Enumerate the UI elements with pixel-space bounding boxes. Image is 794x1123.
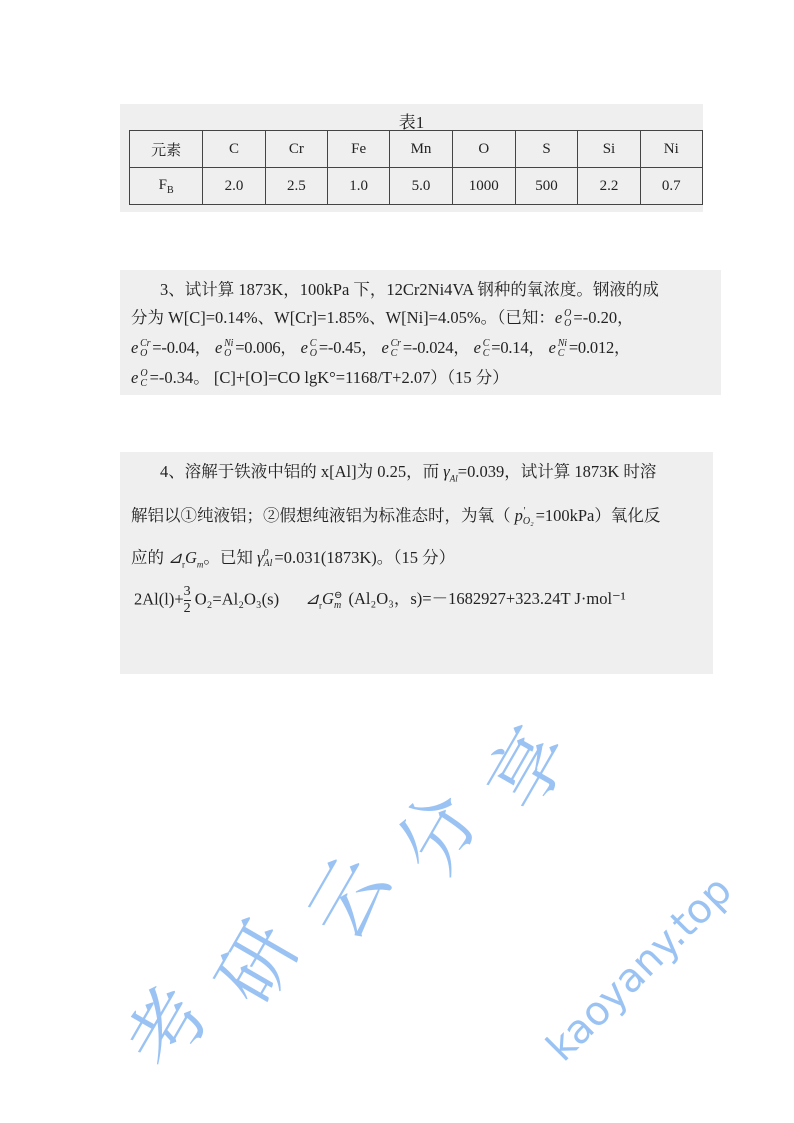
- table-cell: Fe: [327, 131, 389, 168]
- q4-equation: 2Al(l)+ $\frac{3}{2}$ O₂=Al₂O₃(s) $⊿_rG$ ⊖ m (Al₂O₃，s)=－1682927+323.24T J·mol⁻¹: [134, 584, 626, 616]
- table-cell: C: [203, 131, 265, 168]
- table-row: [130, 168, 703, 205]
- q4-line-2: 解铝以①纯液铝；②假想纯液铝为标准态时，为氧（ p ' O₂ =100kPa）氧化反: [131, 506, 661, 528]
- table-cell: Si: [578, 131, 640, 168]
- watermark-char: 享: [470, 712, 588, 826]
- q4-line-1: 4、溶解于铁液中铝的 x[Al]为 0.25，而 $\gamma_{Al}=0.039$，试计算 1873K 时溶: [160, 462, 657, 484]
- table-cell: 2.0: [203, 168, 265, 205]
- coefficient-table: [129, 130, 703, 205]
- table-cell: 2.5: [265, 168, 327, 205]
- watermark-url: kaoyany.top: [537, 867, 741, 1071]
- table-cell: 5.0: [390, 168, 452, 205]
- table-cell: $F_B$: [130, 168, 203, 205]
- table-header-row: [130, 131, 703, 168]
- q3-line-1: 3、试计算 1873K，100kPa 下，12Cr2Ni4VA 钢种的氧浓度。钢液的成: [160, 280, 659, 299]
- table-cell: 2.2: [578, 168, 640, 205]
- table-cell: 0.7: [640, 168, 702, 205]
- watermark-char: 云: [290, 842, 408, 956]
- table-cell: Cr: [265, 131, 327, 168]
- table-cell: O: [452, 131, 515, 168]
- question-3: [120, 270, 721, 395]
- q3-line-4: e O C =-0.34。 [C]+[O]=CO lgK°=1168/T+2.07）（15 分）: [131, 368, 509, 390]
- q3-line-3: e Cr O =-0.04， e Ni O =0.006， e C O =-0.45， e Cr C =-0.024， e C C =0.14， e Ni C =0.012，: [131, 338, 631, 360]
- table-caption: 表1: [398, 113, 425, 132]
- table-cell: Mn: [390, 131, 452, 168]
- table-cell: Ni: [640, 131, 702, 168]
- q4-line-3: 应的 $⊿_rG_m$。已知 γ 0 Al =0.031(1873K)。（15 分）: [131, 548, 456, 570]
- question-4: [120, 452, 713, 674]
- table-cell: 1.0: [327, 168, 389, 205]
- watermark-char: 考: [110, 972, 228, 1086]
- table-cell: 500: [515, 168, 578, 205]
- table-cell: 1000: [452, 168, 515, 205]
- watermark-char: 研: [200, 907, 318, 1021]
- table-scan: [120, 104, 703, 212]
- table-cell: S: [515, 131, 578, 168]
- q3-line-2: 分为 W[C]=0.14%、W[Cr]=1.85%、W[Ni]=4.05%。（已知：e O O =-0.20，: [131, 308, 634, 330]
- watermark-char: 分: [380, 777, 498, 891]
- table-cell: 元素: [130, 131, 203, 168]
